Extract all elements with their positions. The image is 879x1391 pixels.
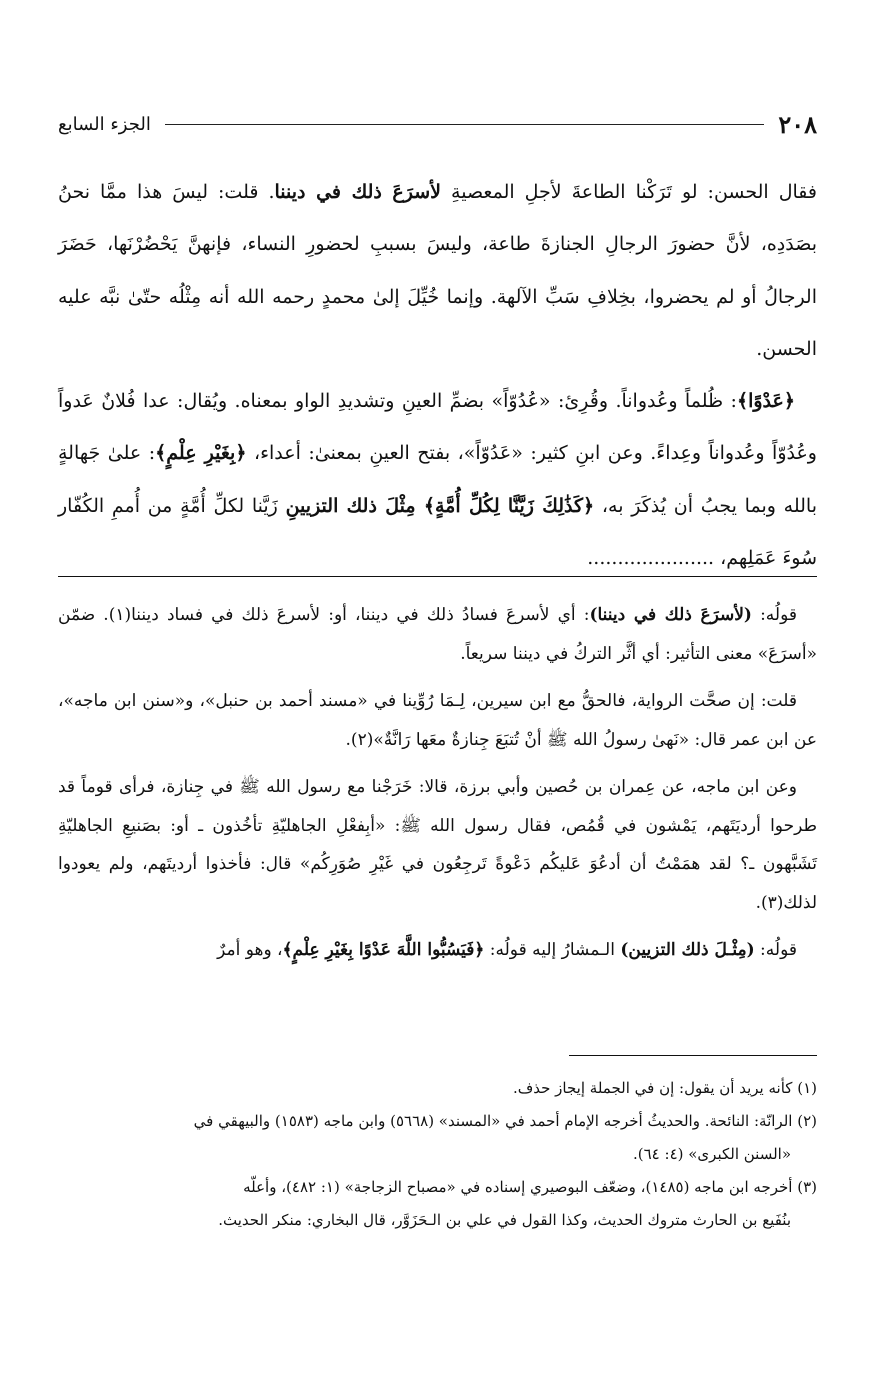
main-paragraph	[58, 166, 817, 375]
commentary-paragraph	[58, 931, 817, 970]
running-title: الجزء السابع	[58, 114, 151, 135]
text-segment: فقال الحسن: لو تَرَكْنا الطاعةَ لأجلِ المعصيةِ	[441, 181, 817, 203]
footnote-rule	[569, 1055, 817, 1056]
section-divider	[58, 576, 817, 577]
quoted-phrase: (لأسرَعَ ذلك في ديننا)	[589, 605, 752, 625]
text-segment: . قلت: ليسَ هذا ممَّا نحنُ بصَدَدِه، لأنَّ حضورَ الرجالِ الجنازةَ طاعة، وليسَ بسببِ لحضورِ النساء، فإنهنَّ يَحْضُرْنَها، حَضَرَ الرجالُ أو لم يحضروا، بخِلافِ سَبِّ الآلهة. وإنما خُيِّلَ إلىٰ محمدٍ رحمه الله أنه مِثْلُه حتّىٰ نبَّه عليه الحسن.	[58, 181, 817, 360]
footnote-number: (٣)	[797, 1178, 817, 1196]
commentary-text	[58, 596, 817, 979]
text-segment: قلت: إن صحَّت الرواية، فالحقُّ مع ابن سيرين، لِـمَا رُوِّينا في «مسند أحمد بن حنبل»، و«سنن ابن ماجه»، عن ابن عمر قال: «نَهىٰ رسولُ الله ﷺ أنْ تُتبَعَ جِنازةٌ معَها رَانَّةٌ»(٢).	[58, 691, 817, 750]
commentary-paragraph	[58, 682, 817, 759]
text-segment: قولُه:	[754, 940, 797, 960]
text-segment: ، وهو أمرٌ	[217, 940, 283, 960]
text-segment: الـمشارُ إليه قولُه:	[484, 940, 621, 960]
text-segment: : ظُلماً وعُدواناً. وقُرِئ: «عُدُوّاً» بضمِّ العينِ وتشديدِ الواو بمعناه. ويُقال: عدا فُلانٌ عَدواً وعُدُوّاً وعُدواناً وعِداءً. وعن ابنِ كثير: «عَدُوّاً»، بفتح العينِ بمعنىٰ: أعداء،	[58, 390, 817, 465]
quoted-phrase: لأسرَعَ ذلك في ديننا	[274, 181, 442, 203]
text-segment: : علىٰ جَهالةٍ بالله وبما يجبُ أن يُذكَرَ به،	[58, 442, 817, 517]
footnotes	[58, 1072, 817, 1237]
footnote-text: كأنه يريد أن يقول: إن في الجملة إيجاز حذف.	[512, 1079, 793, 1097]
footnote-text: الرانّة: النائحة. والحديثُ أخرجه الإمام أحمد في «المسند» (٥٦٦٨) وابن ماجه (١٥٨٣) والبيهقي في	[193, 1112, 793, 1130]
commentary-paragraph	[58, 596, 817, 673]
quran-quote: ﴿فَيَسُبُّوا اللَّهَ عَدْوًا بِغَيْرِ عِلْمٍ﴾	[282, 940, 485, 960]
text-segment: وعن ابن ماجه، عن عِمران بن حُصين وأبي برزة، قالا: خَرَجْنا مع رسول الله ﷺ في جِنازة، فرأى قوماً قد طرحوا أرديَتَهم، يَمْشون في قُمُص، فقال رسول الله ﷺ: «أبِفعْلِ الجاهليّةِ تأخُذون ـ أو: بصَنيعِ الجاهليّةِ تَشَبَّهون ـ؟ لقد همَمْتُ أن أدعُوَ عَليكُم دَعْوةً تَرجِعُون في غَيْرِ صُوَرِكُم» قال: فأخذوا أرديتَهم، ولم يعودوا لذلك(٣).	[58, 777, 817, 913]
quoted-phrase: (مِثْـلَ ذلك التزيين)	[620, 940, 755, 960]
footnote-continuation: «السنن الكبرى» (٤: ٦٤).	[632, 1145, 791, 1163]
footnote	[58, 1072, 817, 1105]
main-text	[58, 166, 817, 584]
text-segment: قولُه:	[751, 605, 797, 625]
footnote	[58, 1105, 817, 1138]
header-rule	[165, 124, 764, 125]
footnote-number: (٢)	[797, 1112, 817, 1130]
footnote	[58, 1171, 817, 1204]
footnote-number: (١)	[797, 1079, 817, 1097]
text-segment: زَيَّنا لكلِّ أُمَّةٍ من أُممِ الكُفّار سُوءَ عَمَلِهم، .....................	[58, 494, 817, 570]
text-segment: : أي لأسرعَ فسادُ ذلك في ديننا، أو: لأسرعَ ذلك في فساد ديننا(١). ضمّن «أسرَعَ» معنى التأثير: أي أثَّر التركُ في ديننا سريعاً.	[58, 605, 817, 664]
quran-quote: ﴿بِغَيْرِ عِلْمٍ﴾	[155, 442, 247, 465]
page-number: ٢٠٨	[778, 110, 817, 139]
commentary-paragraph	[58, 768, 817, 922]
quran-quote: ﴿كَذَٰلِكَ زَيَّنَّا لِكُلِّ أُمَّةٍ﴾ مِثْلَ ذلك التزيينِ	[285, 494, 595, 517]
footnote-continuation: بنُفَيع بن الحارث متروك الحديث، وكذا القول في علي بن الـحَزَوَّر، قال البخاري: منكر الحديث.	[218, 1211, 791, 1229]
footnote-text: أخرجه ابن ماجه (١٤٨٥)، وضعّف البوصيري إسناده في «مصباح الزجاجة» (١: ٤٨٢)، وأعلّه	[243, 1178, 793, 1196]
page-header	[58, 110, 817, 139]
main-paragraph	[58, 375, 817, 584]
quran-quote: ﴿عَدْوًا﴾	[736, 390, 795, 413]
